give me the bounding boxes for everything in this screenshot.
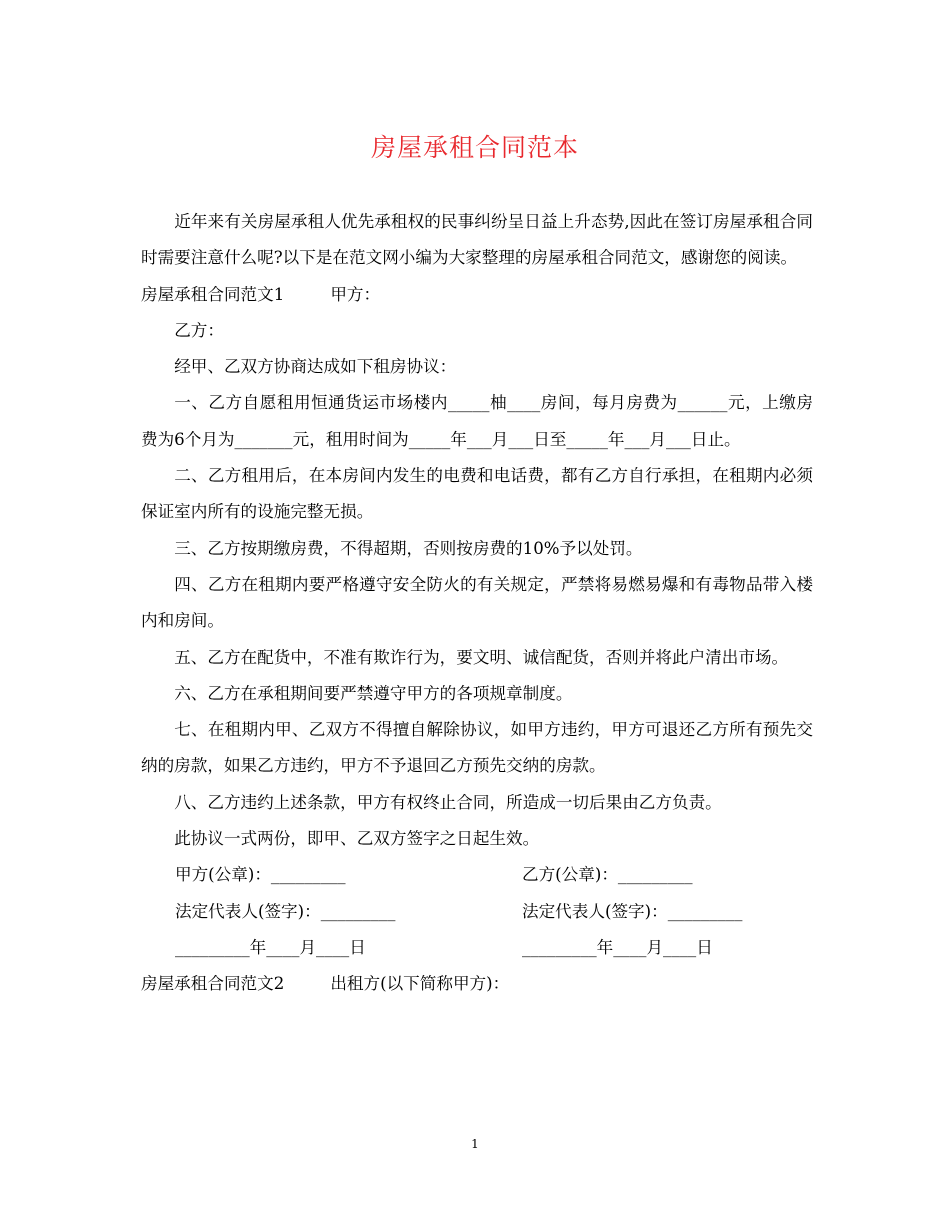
signature-date-row xyxy=(141,930,813,966)
signature-seal-row xyxy=(141,857,813,893)
sample1-heading-line xyxy=(141,277,813,313)
party-a-seal-field: 甲方(公章)：_________ xyxy=(175,865,346,885)
sample2-heading-line xyxy=(141,966,813,1002)
page-number: 1 xyxy=(471,1137,479,1151)
clause-1: 一、乙方自愿租用恒通货运市场楼内_____柚____房间，每月房费为______元，上缴房费为6个月为_______元，租用时间为_____年___月___日至_____年___月___日止。 xyxy=(141,393,813,449)
clause-7: 七、在租期内甲、乙双方不得擅自解除协议，如甲方违约，甲方可退还乙方所有预先交纳的房款，如果乙方违约，甲方不予退回乙方预先交纳的房款。 xyxy=(141,720,813,776)
agreement-intro: 经甲、乙双方协商达成如下租房协议： xyxy=(174,357,457,377)
party-a-date-field: _________年____月____日 xyxy=(175,937,366,957)
sample2-heading: 房屋承租合同范文2 xyxy=(141,974,285,994)
clause-3: 三、乙方按期缴房费，不得超期，否则按房费的10%予以处罚。 xyxy=(174,538,643,558)
document-body xyxy=(141,204,813,1003)
sample1-heading: 房屋承租合同范文1 xyxy=(141,284,285,304)
party-a-rep-field: 法定代表人(签字)：_________ xyxy=(175,901,396,921)
party-b-date-field: _________年____月____日 xyxy=(522,937,713,957)
clause-8: 八、乙方违约上述条款，甲方有权终止合同，所造成一切后果由乙方负责。 xyxy=(174,792,722,812)
clause-2: 二、乙方租用后，在本房间内发生的电费和电话费，都有乙方自行承担，在租期内必须保证室内所有的设施完整无损。 xyxy=(141,466,813,522)
intro-paragraph: 近年来有关房屋承租人优先承租权的民事纠纷呈日益上升态势,因此在签订房屋承租合同时需要注意什么呢?以下是在范文网小编为大家整理的房屋承租合同范文，感谢您的阅读。 xyxy=(141,212,813,268)
party-b-label: 乙方： xyxy=(174,320,224,340)
party-a-label: 甲方： xyxy=(330,284,381,304)
document-title: 房屋承租合同范本 xyxy=(370,133,579,162)
signature-rep-row xyxy=(141,894,813,930)
effective-clause: 此协议一式两份，即甲、乙双方签字之日起生效。 xyxy=(174,829,540,849)
party-b-rep-field: 法定代表人(签字)：_________ xyxy=(522,901,743,921)
party-b-seal-field: 乙方(公章)：_________ xyxy=(522,865,693,885)
lessor-label: 出租方(以下简称甲方)： xyxy=(330,974,510,994)
clause-5: 五、乙方在配货中，不准有欺诈行为，要文明、诚信配货，否则并将此户清出市场。 xyxy=(174,647,789,667)
clause-4: 四、乙方在租期内要严格遵守安全防火的有关规定，严禁将易燃易爆和有毒物品带入楼内和房间。 xyxy=(141,574,813,631)
clause-6: 六、乙方在承租期间要严禁遵守甲方的各项规章制度。 xyxy=(174,683,573,703)
